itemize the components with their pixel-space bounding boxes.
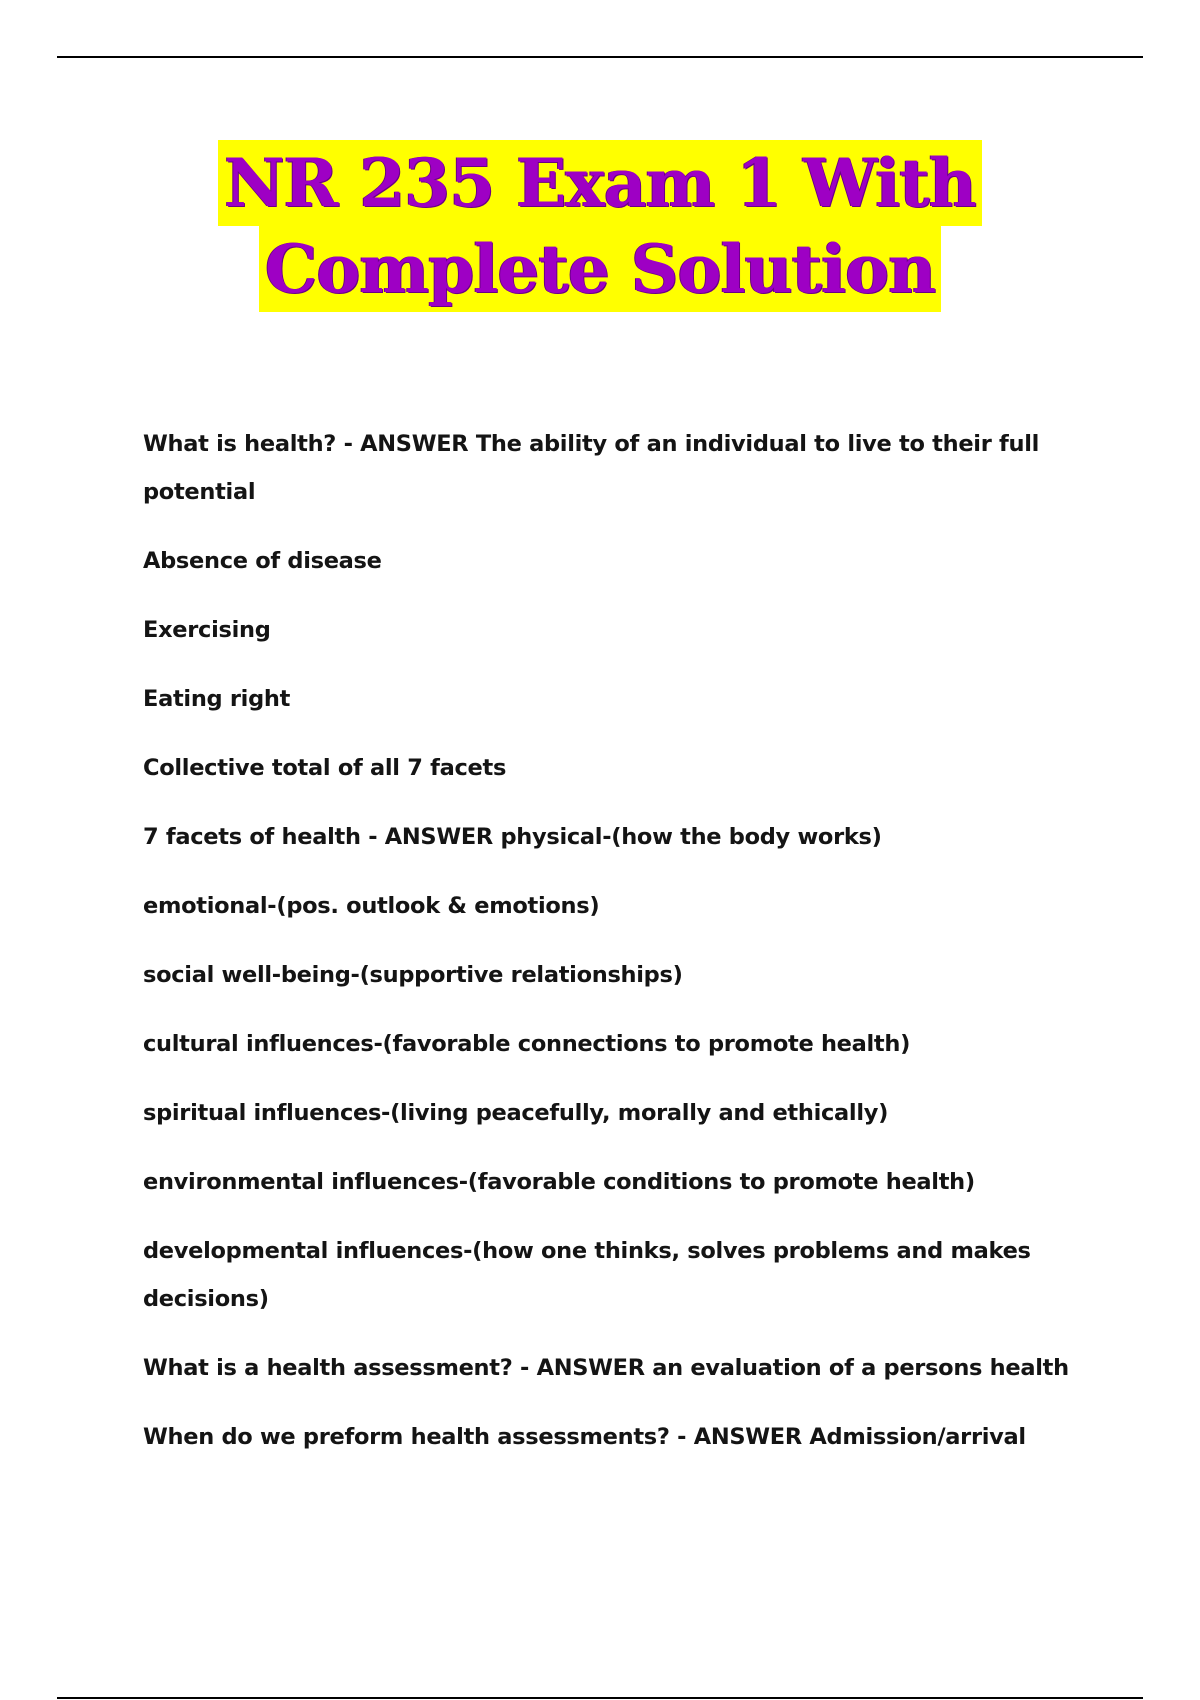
answer-item: cultural influences-(favorable connections to promote health): [143, 1031, 911, 1057]
answer-item: spiritual influences-(living peacefully, morally and ethically): [143, 1100, 889, 1126]
qa-paragraph: What is health? - ANSWER The ability of an individual to live to their full potential: [143, 431, 1040, 505]
answer-item: Exercising: [143, 617, 271, 643]
answer-item: Collective total of all 7 facets: [143, 755, 507, 781]
answer-item: developmental influences-(how one thinks, solves problems and makes decisions): [143, 1238, 1031, 1312]
document-title: [0, 140, 1200, 312]
answer-item: emotional-(pos. outlook & emotions): [143, 893, 600, 919]
answer-item: Absence of disease: [143, 548, 382, 574]
answer-item: social well-being-(supportive relationships): [143, 962, 683, 988]
title-line-2: Complete Solution: [259, 226, 941, 312]
bottom-rule: [57, 1697, 1143, 1699]
qa-paragraph: When do we preform health assessments? - ANSWER Admission/arrival: [143, 1424, 1026, 1450]
top-rule: [57, 56, 1143, 58]
title-line-1: NR 235 Exam 1 With: [218, 140, 982, 226]
answer-item: Eating right: [143, 686, 291, 712]
document-body: [143, 420, 1083, 1461]
qa-paragraph: What is a health assessment? - ANSWER an evaluation of a persons health: [143, 1355, 1069, 1381]
qa-paragraph: 7 facets of health - ANSWER physical-(how the body works): [143, 824, 882, 850]
answer-item: environmental influences-(favorable conditions to promote health): [143, 1169, 975, 1195]
